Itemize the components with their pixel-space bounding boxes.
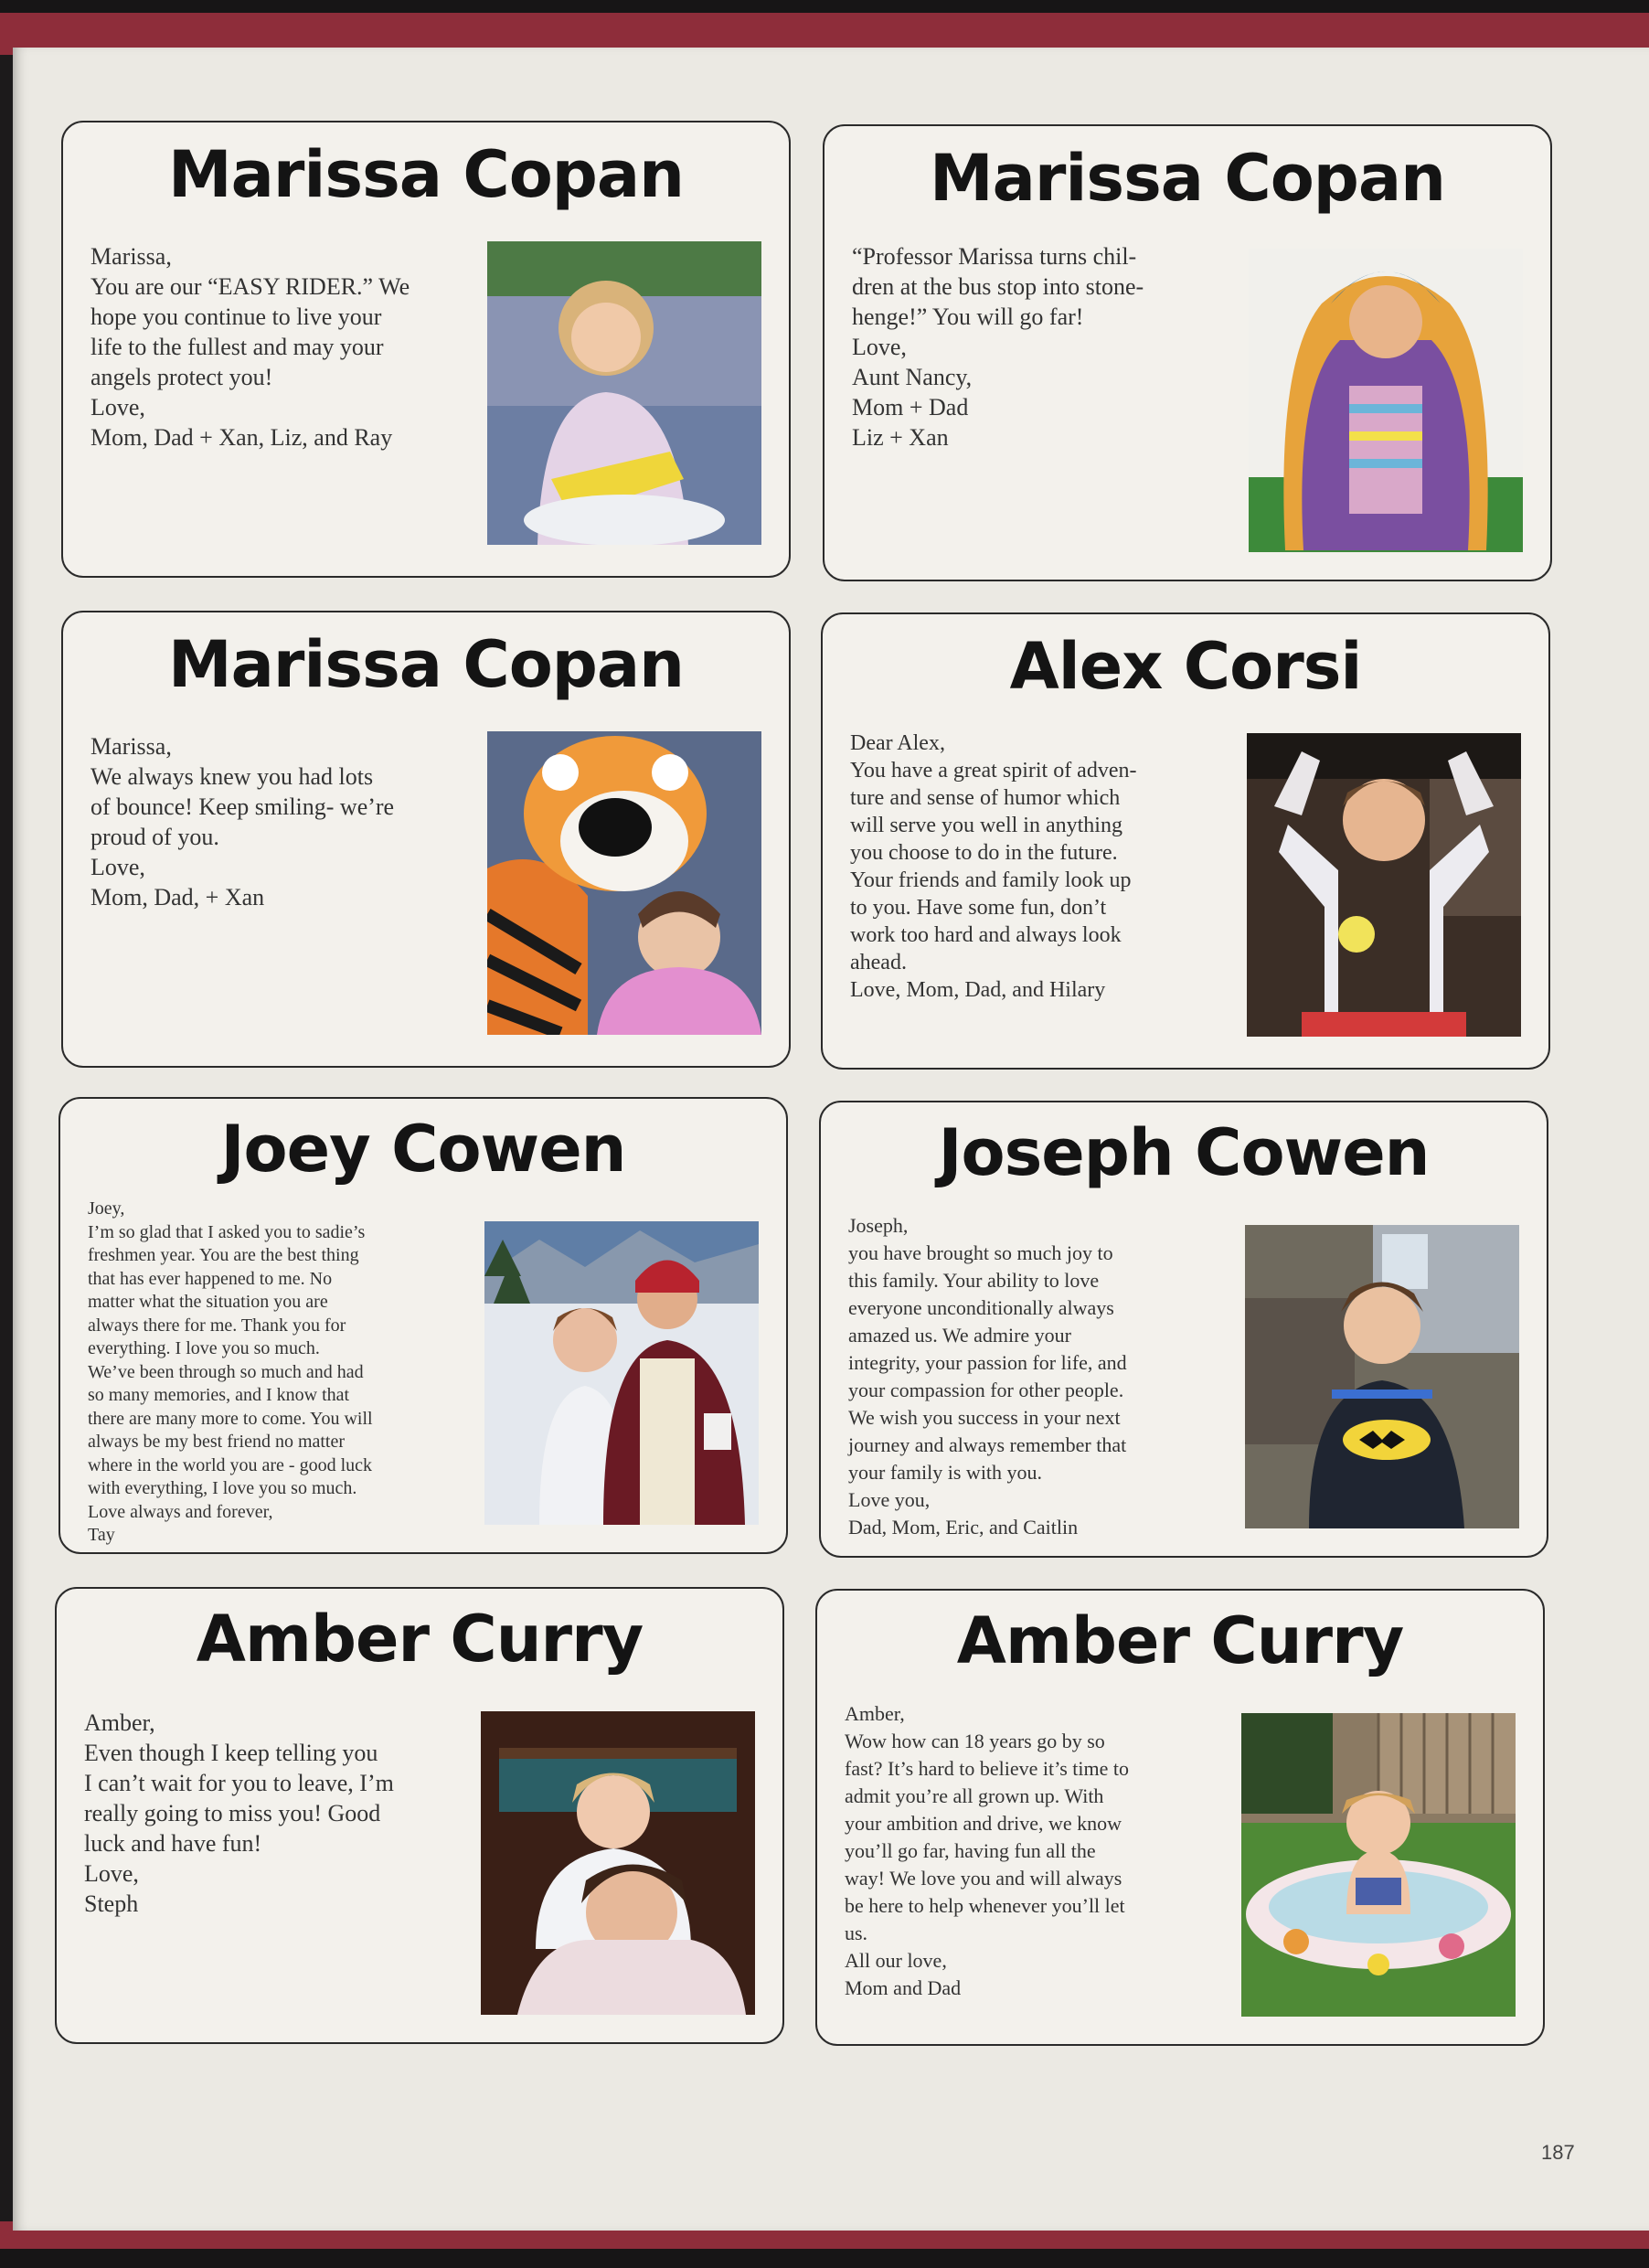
message-line: really going to miss you! Good bbox=[84, 1800, 381, 1826]
message-line: matter what the situation you are bbox=[88, 1292, 328, 1312]
message-line: Love always and forever, bbox=[88, 1501, 273, 1522]
tribute-message bbox=[850, 729, 1234, 1004]
tribute-message bbox=[90, 731, 474, 912]
message-line: We’ve been through so much and had bbox=[88, 1361, 364, 1382]
message-line: work too hard and always look bbox=[850, 923, 1122, 947]
message-line: Dad, Mom, Eric, and Caitlin bbox=[848, 1516, 1079, 1539]
message-line: everything. I love you so much. bbox=[88, 1338, 320, 1358]
baby-photo bbox=[487, 241, 761, 545]
message-line: us. bbox=[845, 1922, 868, 1944]
message-line: amazed us. We admire your bbox=[848, 1324, 1072, 1347]
message-line: proud of you. bbox=[90, 824, 219, 850]
message-line: Even though I keep telling you bbox=[84, 1740, 378, 1766]
message-line: henge!” You will go far! bbox=[852, 303, 1084, 330]
message-line: admit you’re all grown up. With bbox=[845, 1784, 1104, 1807]
student-name: Alex Corsi bbox=[1009, 629, 1362, 704]
message-line: We wish you success in your next bbox=[848, 1406, 1121, 1429]
message-line: Your friends and family look up bbox=[850, 868, 1132, 892]
student-name: Marissa Copan bbox=[168, 137, 684, 212]
tribute-card bbox=[55, 1587, 784, 2044]
student-name: Amber Curry bbox=[956, 1603, 1404, 1678]
friends-photo bbox=[481, 1711, 755, 2015]
yearbook-cover-top bbox=[0, 0, 1649, 55]
tribute-message bbox=[852, 241, 1236, 453]
message-line: angels protect you! bbox=[90, 364, 273, 390]
tribute-message bbox=[84, 1708, 468, 1919]
message-line: Mom and Dad bbox=[845, 1976, 962, 1999]
message-line: Mom, Dad, + Xan bbox=[90, 884, 265, 910]
message-line: hope you continue to live your bbox=[90, 303, 382, 330]
message-line: Steph bbox=[84, 1890, 139, 1917]
tribute-card bbox=[61, 121, 791, 578]
message-line: Love, bbox=[90, 854, 145, 880]
tribute-card bbox=[61, 611, 791, 1068]
message-line: Amber, bbox=[84, 1709, 155, 1736]
student-name: Joseph Cowen bbox=[938, 1115, 1430, 1190]
message-line: Liz + Xan bbox=[852, 424, 949, 451]
message-line: so many memories, and I know that bbox=[88, 1385, 350, 1405]
message-line: Joey, bbox=[88, 1198, 125, 1219]
tribute-card bbox=[823, 124, 1552, 581]
message-line: you choose to do in the future. bbox=[850, 841, 1118, 865]
child-photo bbox=[1247, 733, 1521, 1037]
message-line: journey and always remember that bbox=[848, 1433, 1127, 1456]
message-line: your family is with you. bbox=[848, 1461, 1043, 1484]
message-line: All our love, bbox=[845, 1949, 947, 1972]
message-line: this family. Your ability to love bbox=[848, 1269, 1100, 1292]
message-line: I’m so glad that I asked you to sadie’s bbox=[88, 1221, 366, 1242]
message-line: Love, Mom, Dad, and Hilary bbox=[850, 978, 1106, 1002]
message-line: ahead. bbox=[850, 951, 907, 974]
message-line: Aunt Nancy, bbox=[852, 364, 973, 390]
tribute-message bbox=[90, 241, 474, 453]
tribute-card bbox=[821, 612, 1550, 1070]
message-line: You are our “EASY RIDER.” We bbox=[90, 273, 410, 300]
message-line: your ambition and drive, we know bbox=[845, 1812, 1122, 1835]
message-line: We always knew you had lots bbox=[90, 763, 374, 790]
message-line: be here to help whenever you’ll let bbox=[845, 1894, 1125, 1917]
tribute-message bbox=[88, 1198, 453, 1548]
message-line: Wow how can 18 years go by so bbox=[845, 1730, 1105, 1752]
message-line: Love you, bbox=[848, 1488, 931, 1511]
yearbook-page bbox=[13, 48, 1649, 2231]
message-line: Tay bbox=[88, 1525, 115, 1545]
message-line: with everything, I love you so much. bbox=[88, 1478, 357, 1498]
message-line: freshmen year. You are the best thing bbox=[88, 1245, 359, 1265]
pool-photo bbox=[1241, 1713, 1516, 2017]
message-line: you’ll go far, having fun all the bbox=[845, 1839, 1096, 1862]
message-line: always be my best friend no matter bbox=[88, 1432, 346, 1452]
message-line: Mom, Dad + Xan, Liz, and Ray bbox=[90, 424, 393, 451]
child-photo bbox=[1245, 1225, 1519, 1528]
message-line: always there for me. Thank you for bbox=[88, 1315, 346, 1336]
couple-photo bbox=[484, 1221, 759, 1525]
student-name: Amber Curry bbox=[196, 1602, 644, 1677]
message-line: there are many more to come. You will bbox=[88, 1408, 373, 1429]
tribute-card bbox=[819, 1101, 1548, 1558]
student-name: Marissa Copan bbox=[168, 627, 684, 702]
tribute-card bbox=[815, 1589, 1545, 2046]
message-line: I can’t wait for you to leave, I’m bbox=[84, 1770, 394, 1796]
message-line: Marissa, bbox=[90, 243, 172, 270]
message-line: life to the fullest and may your bbox=[90, 334, 384, 360]
child-photo bbox=[1249, 249, 1523, 552]
message-line: integrity, your passion for life, and bbox=[848, 1351, 1127, 1374]
message-line: Love, bbox=[90, 394, 145, 421]
message-line: luck and have fun! bbox=[84, 1830, 262, 1857]
message-line: way! We love you and will always bbox=[845, 1867, 1122, 1890]
tribute-message bbox=[848, 1212, 1214, 1541]
message-line: You have a great spirit of adven- bbox=[850, 759, 1137, 783]
message-line: Joseph, bbox=[848, 1214, 909, 1237]
student-name: Joey Cowen bbox=[220, 1112, 626, 1187]
message-line: that has ever happened to me. No bbox=[88, 1268, 333, 1289]
message-line: everyone unconditionally always bbox=[848, 1296, 1114, 1319]
message-line: where in the world you are - good luck bbox=[88, 1454, 373, 1475]
message-line: ture and sense of humor which bbox=[850, 786, 1121, 810]
message-line: to you. Have some fun, don’t bbox=[850, 896, 1107, 920]
message-line: will serve you well in anything bbox=[850, 814, 1122, 837]
message-line: Love, bbox=[852, 334, 907, 360]
student-name: Marissa Copan bbox=[930, 141, 1445, 216]
page-number: 187 bbox=[1541, 2141, 1575, 2164]
message-line: Amber, bbox=[845, 1702, 905, 1725]
mascot-photo bbox=[487, 731, 761, 1035]
message-line: your compassion for other people. bbox=[848, 1379, 1124, 1401]
message-line: fast? It’s hard to believe it’s time to bbox=[845, 1757, 1129, 1780]
message-line: Love, bbox=[84, 1860, 139, 1887]
message-line: “Professor Marissa turns chil- bbox=[852, 243, 1137, 270]
message-line: dren at the bus stop into stone- bbox=[852, 273, 1144, 300]
message-line: Dear Alex, bbox=[850, 731, 945, 755]
message-line: Mom + Dad bbox=[852, 394, 969, 421]
message-line: of bounce! Keep smiling- we’re bbox=[90, 793, 395, 820]
tribute-message bbox=[845, 1700, 1210, 2002]
message-line: Marissa, bbox=[90, 733, 172, 760]
message-line: you have brought so much joy to bbox=[848, 1241, 1113, 1264]
tribute-card bbox=[59, 1097, 788, 1554]
